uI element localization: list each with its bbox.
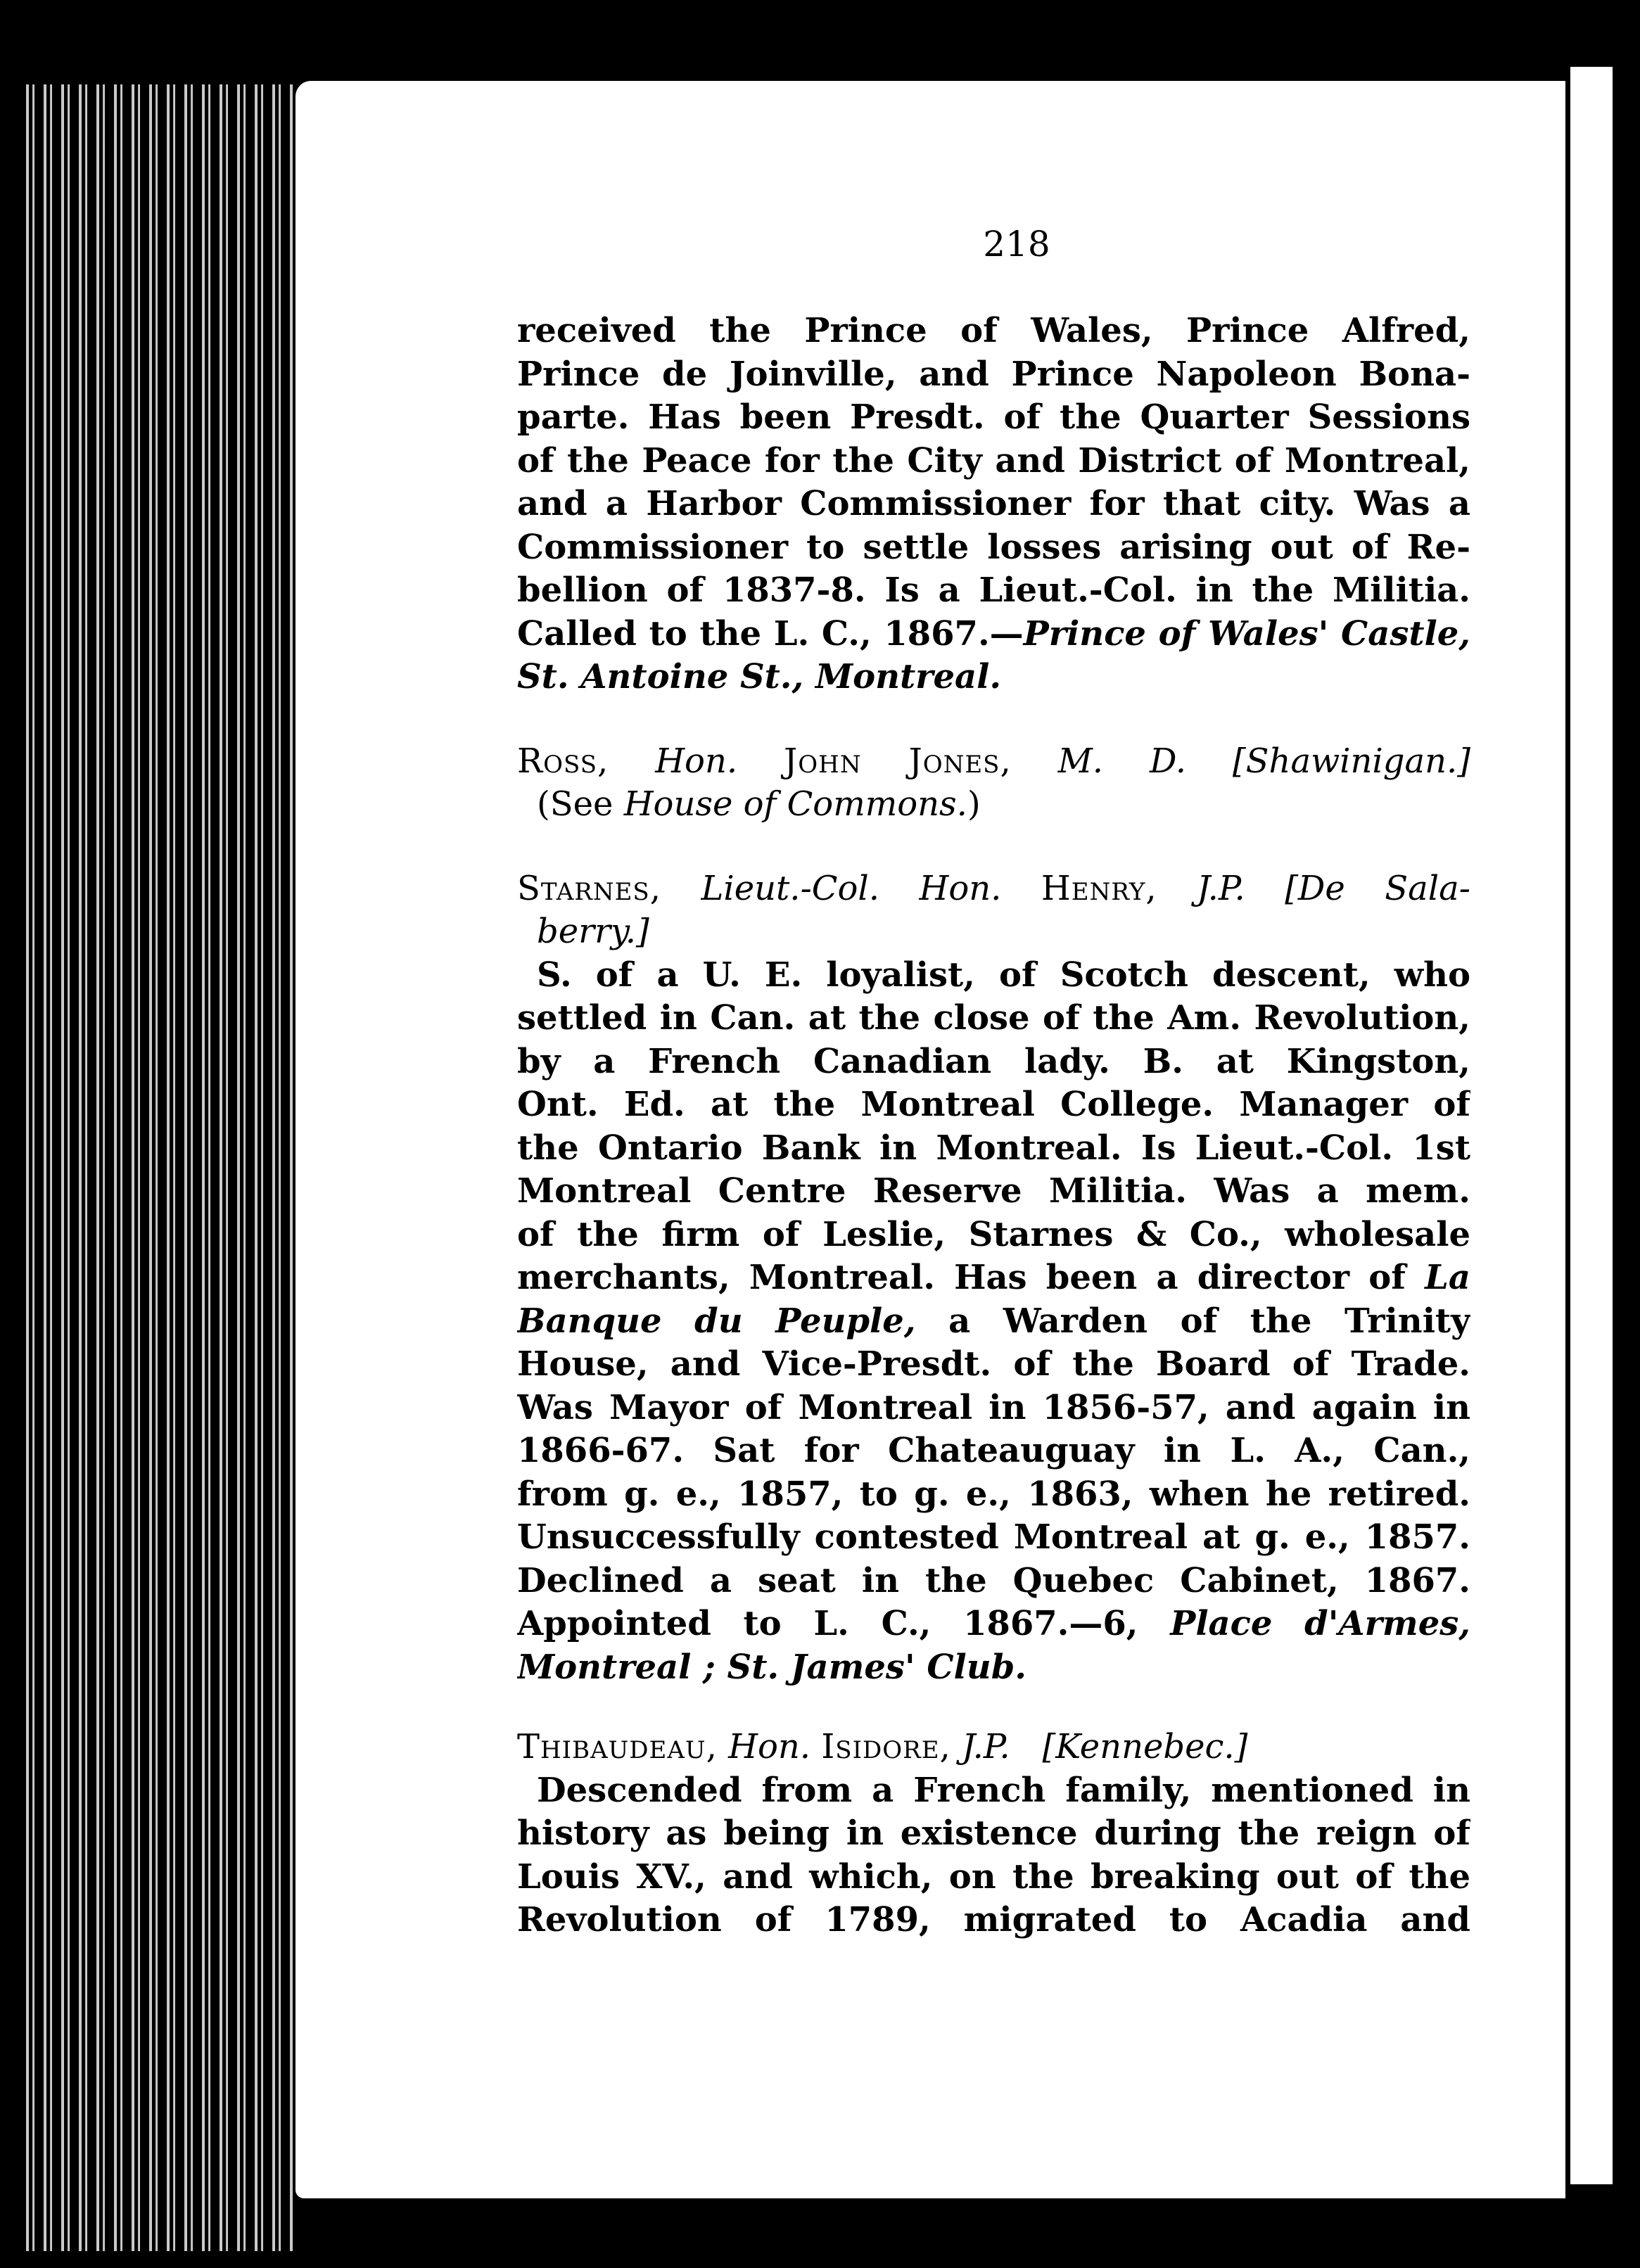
- text-line: Montreal ; St. James' Club.: [517, 1647, 1026, 1687]
- text-line: from g. e., 1857, to g. e., 1863, when he retired.: [517, 1474, 1470, 1514]
- electoral-division: [Kennebec.]: [1042, 1727, 1248, 1766]
- text-line: bellion of 1837-8. Is a Lieut.-Col. in the Militia.: [517, 571, 1470, 610]
- text-line: of the Peace for the City and District of Montreal,: [517, 440, 1470, 480]
- text-line: Declined a seat in the Quebec Cabinet, 1867.: [517, 1560, 1470, 1600]
- entry-heading: Starnes, Lieut.-Col. Hon. Henry, J.P. [De Sala-: [517, 868, 1470, 908]
- text-line: berry.]: [537, 912, 649, 951]
- text-line: Prince de Joinville, and Prince Napoleon Bona-: [517, 354, 1470, 394]
- address-italic: St. Antoine St., Montreal.: [517, 657, 1002, 696]
- text-line: Called to the L. C., 1867.—Prince of Wales' Castle,: [517, 613, 1470, 654]
- text-line: Ont. Ed. at the Montreal College. Manager of: [517, 1085, 1470, 1124]
- text-line: and a Harbor Commissioner for that city. Was a: [517, 484, 1470, 523]
- entry-ross: [517, 740, 1470, 827]
- address-italic: Prince of Wales' Castle,: [1023, 613, 1470, 654]
- text-line: Unsuccessfully contested Montreal at g. e., 1857.: [517, 1517, 1470, 1557]
- page-number: 218: [983, 224, 1050, 265]
- text-line: Descended from a French family, mentioned in: [537, 1770, 1470, 1810]
- electoral-division: [De Sala-: [1285, 868, 1470, 908]
- text-line: Revolution of 1789, migrated to Acadia and: [517, 1900, 1470, 1939]
- entry-surname: Starnes,: [517, 868, 661, 908]
- next-page-edge: [1570, 67, 1613, 2184]
- text-line: Was Mayor of Montreal in 1856-57, and again in: [517, 1387, 1470, 1427]
- text-line: by a French Canadian lady. B. at Kingston,: [517, 1041, 1470, 1081]
- text-line: House, and Vice-Presdt. of the Board of Trade.: [517, 1344, 1470, 1384]
- text-line: parte. Has been Presdt. of the Quarter Sessions: [517, 397, 1470, 437]
- text-line: merchants, Montreal. Has been a director of La: [517, 1258, 1470, 1297]
- entry-starnes: [517, 867, 1470, 1690]
- electoral-division: [Shawinigan.]: [1232, 741, 1470, 781]
- entry-surname: Ross,: [517, 741, 609, 781]
- text-line: settled in Can. at the close of the Am. Revolution,: [517, 998, 1470, 1038]
- text-line: Louis XV., and which, on the breaking out of the: [517, 1856, 1470, 1897]
- entry-surname: Thibaudeau,: [517, 1727, 718, 1766]
- text-line: of the firm of Leslie, Starnes & Co., wholesale: [517, 1214, 1470, 1254]
- text-line: received the Prince of Wales, Prince Alfred,: [517, 311, 1470, 350]
- text-line: history as being in existence during the reign of: [517, 1814, 1470, 1853]
- text-line: the Ontario Bank in Montreal. Is Lieut.-Col. 1st: [517, 1128, 1470, 1168]
- text-line: S. of a U. E. loyalist, of Scotch descent, who: [537, 955, 1470, 995]
- entry-thibaudeau: [517, 1726, 1470, 1942]
- text-line: Appointed to L. C., 1867.—6, Place d'Armes,: [517, 1604, 1470, 1643]
- book-page-edges: [21, 84, 295, 2251]
- entry-heading: Thibaudeau, Hon. Isidore, J.P. [Kennebec.]: [517, 1727, 1248, 1766]
- text-line: Banque du Peuple, a Warden of the Trinity: [517, 1301, 1470, 1341]
- page-body: [517, 310, 1470, 1942]
- cross-reference: (See House of Commons.): [537, 784, 981, 824]
- entry-continued: [517, 310, 1470, 699]
- text-line: Commissioner to settle losses arising out of Re-: [517, 527, 1470, 567]
- text-line: Montreal Centre Reserve Militia. Was a mem.: [517, 1171, 1470, 1211]
- text-line: 1866-67. Sat for Chateauguay in L. A., Can.,: [517, 1431, 1470, 1470]
- text-line: [517, 656, 1470, 699]
- entry-heading: Ross, Hon. John Jones, M. D. [Shawinigan.]: [517, 741, 1470, 781]
